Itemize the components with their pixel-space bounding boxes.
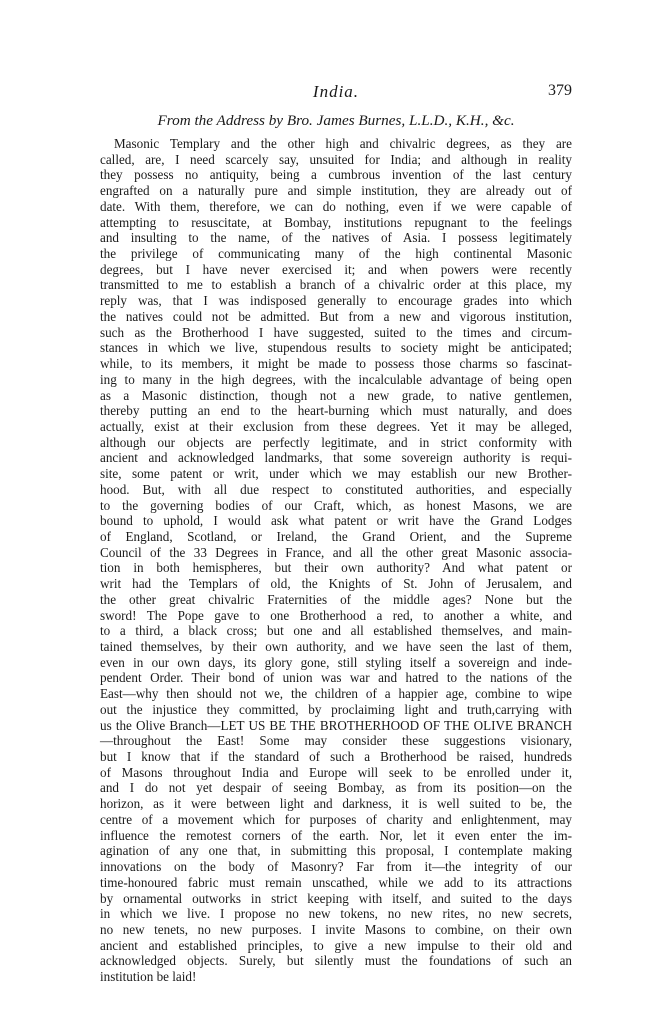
body-line: and insulting to the name, of the natives of Asia. I possess legitimately (100, 230, 572, 246)
body-line: attempting to resuscitate, at Bombay, institutions repugnant to the feelings (100, 214, 572, 230)
body-line: site, some patent or writ, under which we may establish our new Brother- (100, 466, 572, 482)
body-line: stances in which we live, stupendous results to society might be anticipated; (100, 340, 572, 356)
body-line: no new tenets, no new purposes. I invite Masons to combine, on their own (100, 921, 572, 937)
running-title: India. (312, 82, 360, 101)
body-line: reply was, that I was indisposed generally to encourage grades into which (100, 293, 572, 309)
body-line: to a third, a black cross; but one and all established themselves, and main- (100, 623, 572, 639)
body-line: degrees, but I have never exercised it; and when powers were recently (100, 261, 572, 277)
body-line: and I do not yet despair of seeing Bombay, as from its position—on the (100, 780, 572, 796)
body-line: out the injustice they committed, by proclaiming light and truth,carrying with (100, 701, 572, 717)
body-line: pendent Order. Their bond of union was war and hatred to the nations of the (100, 670, 572, 686)
body-line: —throughout the East! Some may consider these suggestions visionary, (100, 733, 572, 749)
body-line: East—why then should not we, the children of a happier age, combine to wipe (100, 686, 572, 702)
article-heading: From the Address by Bro. James Burnes, L.L.D., K.H., &c. (157, 112, 515, 129)
page-number: 379 (548, 82, 572, 99)
body-line: actually, exist at their exclusion from these degrees. Yet it may be alleged, (100, 418, 572, 434)
body-line: although our objects are perfectly legitimate, and in strict conformity with (100, 434, 572, 450)
body-line: by ornamental outworks in strict keeping with itself, and suited to the days (100, 890, 572, 906)
body-line: horizon, as it were between light and darkness, it is well suited to be, the (100, 796, 572, 812)
body-line: writ had the Templars of old, the Knights of St. John of Jerusalem, and (100, 576, 572, 592)
running-head (100, 82, 572, 102)
body-line: such as the Brotherhood I have suggested, suited to the times and circum- (100, 324, 572, 340)
body-line: ancient and established principles, to give a new impulse to their old and (100, 937, 572, 953)
body-line: tion in both hemispheres, but their own authority? And what patent or (100, 560, 572, 576)
body-line: Council of the 33 Degrees in France, and all the other great Masonic associa- (100, 544, 572, 560)
body-line: the other great chivalric Fraternities of the middle ages? None but the (100, 591, 572, 607)
body-line: they possess no antiquity, being a cumbrous invention of the last century (100, 167, 572, 183)
body-line: of England, Scotland, or Ireland, the Grand Orient, and the Supreme (100, 528, 572, 544)
body-line: time-honoured fabric must remain unscathed, while we add to its attractions (100, 874, 572, 890)
body-line: called, are, I need scarcely say, unsuited for India; and although in reality (100, 151, 572, 167)
article-body (100, 136, 572, 985)
body-line: thereby putting an end to the heart-burning which must naturally, and does (100, 403, 572, 419)
body-line: as a Masonic distinction, though not a new grade, to native gentlemen, (100, 387, 572, 403)
body-line: ing to many in the high degrees, with the incalculable advantage of being open (100, 371, 572, 387)
body-line: agination of any one that, in submitting this proposal, I contemplate making (100, 843, 572, 859)
body-line: us the Olive Branch—LET US BE THE BROTHERHOOD OF THE OLIVE BRANCH (100, 717, 572, 733)
body-line: but I know that if the standard of such a Brotherhood be raised, hundreds (100, 749, 572, 765)
body-line: institution be laid! (100, 969, 197, 985)
body-line: transmitted to me to establish a branch of a chivalric order at this place, my (100, 277, 572, 293)
body-line: engrafted on a naturally pure and simple institution, they are already out of (100, 183, 572, 199)
body-line: ancient and acknowledged landmarks, that some sovereign authority is requi- (100, 450, 572, 466)
body-line: acknowledged objects. Surely, but silently must the foundations of such an (100, 953, 572, 969)
body-line: influence the remotest corners of the earth. Nor, let it even enter the im- (100, 827, 572, 843)
body-line: even in our own days, its glory gone, still styling itself a sovereign and inde- (100, 654, 572, 670)
body-line: sword! The Pope gave to one Brotherhood a red, to another a white, and (100, 607, 572, 623)
body-line: in which we live. I propose no new tokens, no new rites, no new secrets, (100, 906, 572, 922)
body-line: innovations on the body of Masonry? Far from it—the integrity of our (100, 859, 572, 875)
body-line: to the governing bodies of our Craft, which, as honest Masons, we are (100, 497, 572, 513)
body-line: Masonic Templary and the other high and chivalric degrees, as they are (114, 136, 572, 151)
body-line: bound to uphold, I would ask what patent or writ have the Grand Lodges (100, 513, 572, 529)
body-line: tained themselves, by their own authority, and we have seen the last of them, (100, 639, 572, 654)
body-line: centre of a movement which for purposes of charity and enlightenment, may (100, 811, 572, 827)
body-line: while, to its members, it might be made to possess those charms so fascinat- (100, 356, 572, 372)
body-line: date. With them, therefore, we can do nothing, even if we were capable of (100, 198, 572, 214)
body-line: the privilege of communicating many of the high continental Masonic (100, 246, 572, 262)
body-line: of Masons throughout India and Europe will seek to be enrolled under it, (100, 764, 572, 780)
body-line: the natives could not be admitted. But from a new and vigorous institution, (100, 308, 572, 324)
body-line: hood. But, with all due respect to constituted authorities, and especially (100, 481, 572, 497)
